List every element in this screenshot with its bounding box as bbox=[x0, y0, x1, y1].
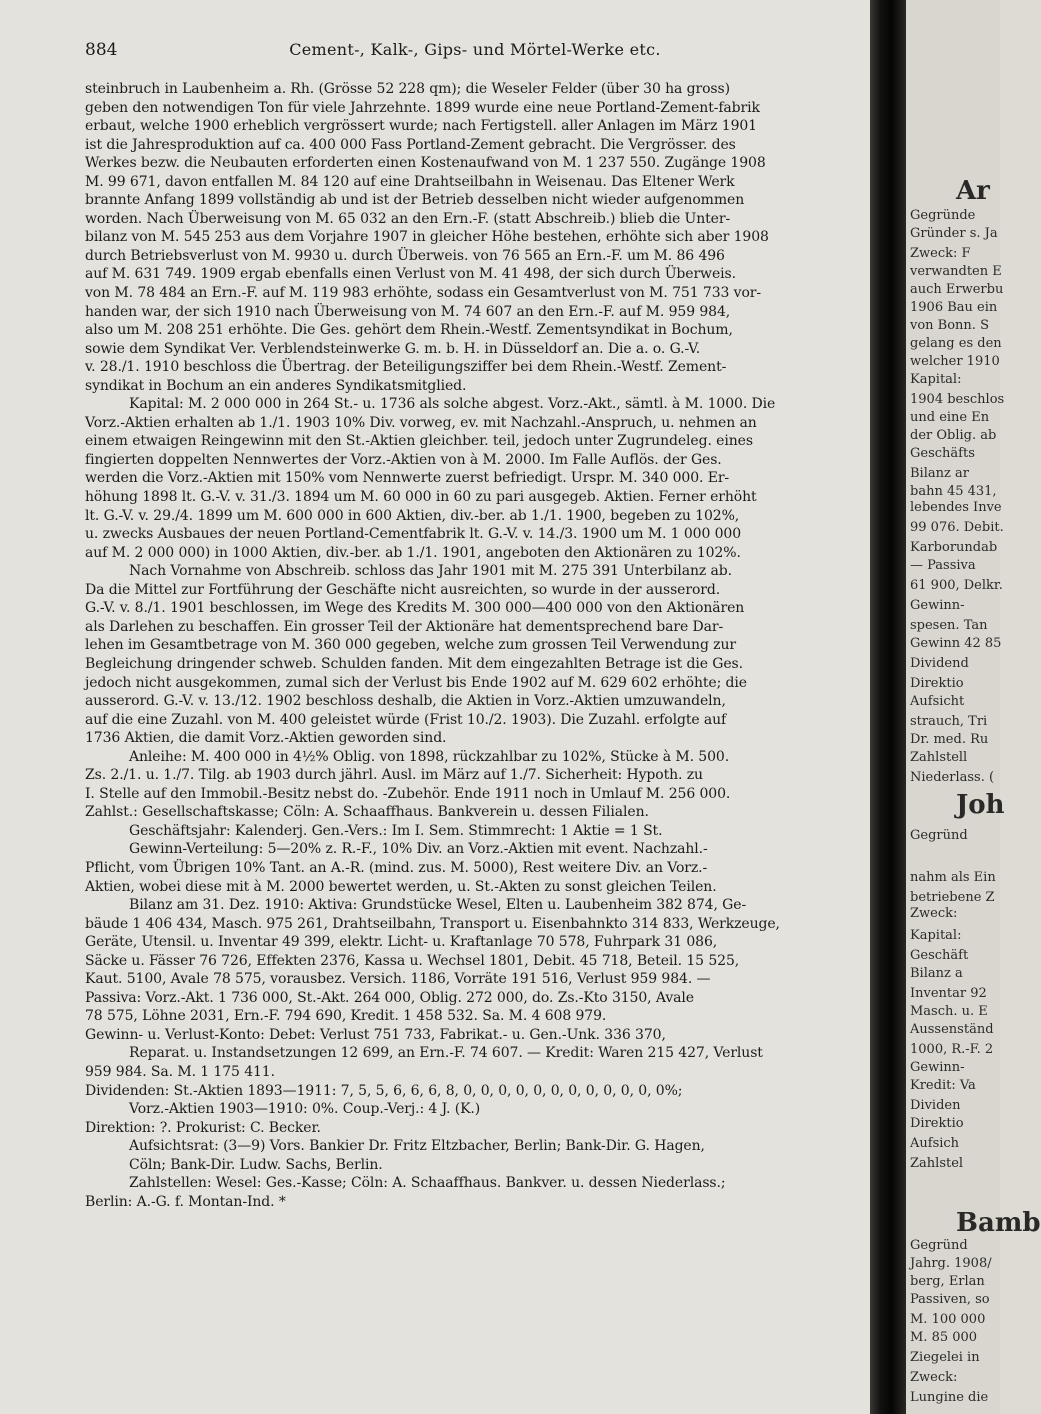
adjacent-page-text: M. 100 000 bbox=[910, 1312, 986, 1327]
adjacent-page-text: strauch, Tri bbox=[910, 714, 988, 729]
adjacent-page-text: welcher 1910 bbox=[910, 354, 1000, 369]
adjacent-page-text: Zahlstel bbox=[910, 1156, 964, 1171]
text-line: Da die Mittel zur Fortführung der Geschäfte nicht ausreichten, so wurde in der ausserord. bbox=[85, 581, 721, 598]
text-line: auf die eine Zuzahl. von M. 400 geleistet würde (Frist 10./2. 1903). Die Zuzahl. erfolgte auf bbox=[85, 711, 727, 728]
text-line: Vorz.-Aktien erhalten ab 1./1. 1903 10% Div. vorweg, ev. mit Nachzahl.-Anspruch, u. nehmen an bbox=[85, 414, 757, 431]
adjacent-page-text: M. 85 000 bbox=[910, 1330, 978, 1345]
text-line: handen war, der sich 1910 nach Überweisung von M. 74 607 an den Ern.-F. auf M. 959 984, bbox=[85, 303, 731, 320]
text-line: v. 28./1. 1910 beschloss die Übertrag. der Beteiligungsziffer bei dem Rhein.-Westf. Zement- bbox=[85, 359, 727, 376]
adjacent-page-text: Zahlstell bbox=[910, 750, 968, 765]
adjacent-page-text: 1904 beschlos bbox=[910, 392, 1005, 407]
adjacent-page-text: Gegründ bbox=[910, 1238, 968, 1253]
text-line: bäude 1 406 434, Masch. 975 261, Drahtseilbahn, Transport u. Eisenbahnkto 314 833, Werkzeuge, bbox=[85, 915, 780, 932]
text-line: G.-V. v. 8./1. 1901 beschlossen, im Wege des Kredits M. 300 000—400 000 von den Aktionären bbox=[85, 600, 745, 617]
text-line: Zahlst.: Gesellschaftskasse; Cöln: A. Schaaffhaus. Bankverein u. dessen Filialen. bbox=[85, 804, 649, 821]
text-line: sowie dem Syndikat Ver. Verblendsteinwerke G. m. b. H. in Düsseldorf an. Die a. o. G.-V. bbox=[85, 340, 701, 357]
text-line: I. Stelle auf den Immobil.-Besitz nebst do. -Zubehör. Ende 1911 noch in Umlauf M. 256 000. bbox=[85, 785, 731, 802]
adjacent-page-text: und eine En bbox=[910, 410, 990, 425]
adjacent-page-text: Direktio bbox=[910, 676, 964, 691]
text-line: Nach Vornahme von Abschreib. schloss das Jahr 1901 mit M. 275 391 Unterbilanz ab. bbox=[129, 563, 732, 580]
adjacent-page-text: Aussenständ bbox=[910, 1022, 994, 1037]
text-line: werden die Vorz.-Aktien mit 150% vom Nennwerte zuerst befriedigt. Urspr. M. 340 000. Er- bbox=[85, 470, 730, 487]
text-line: Berlin: A.-G. f. Montan-Ind. * bbox=[85, 1193, 286, 1210]
text-line: Werkes bezw. die Neubauten erforderten einen Kostenaufwand von M. 1 237 550. Zugänge 1908 bbox=[85, 155, 766, 172]
adjacent-page-text: Gewinn- bbox=[910, 598, 965, 613]
adjacent-page-fragment bbox=[906, 0, 1041, 1414]
page-number: 884 bbox=[85, 40, 118, 60]
text-line: Direktion: ?. Prokurist: C. Becker. bbox=[85, 1119, 321, 1136]
adjacent-page-text: Bilanz ar bbox=[910, 466, 969, 481]
adjacent-page-text: Jahrg. 1908/ bbox=[910, 1256, 992, 1271]
text-line: brannte Anfang 1899 vollständig ab und ist der Betrieb desselben nicht wieder aufgenommen bbox=[85, 192, 745, 209]
adjacent-page-text: Ar bbox=[956, 176, 990, 206]
adjacent-page-text: Geschäfts bbox=[910, 446, 975, 461]
adjacent-page-text: Aufsicht bbox=[910, 694, 965, 709]
adjacent-page-text: 1000, R.-F. 2 bbox=[910, 1042, 994, 1057]
adjacent-page-text: Zweck: bbox=[910, 906, 958, 921]
adjacent-page-text: Joh bbox=[956, 790, 1005, 820]
adjacent-page-text: 1906 Bau ein bbox=[910, 300, 998, 315]
adjacent-page-text: gelang es den bbox=[910, 336, 1002, 351]
adjacent-page-text: Ziegelei in bbox=[910, 1350, 980, 1365]
adjacent-page-text: verwandten E bbox=[910, 264, 1002, 279]
text-line: Cöln; Bank-Dir. Ludw. Sachs, Berlin. bbox=[129, 1156, 383, 1173]
adjacent-page-text: Passiven, so bbox=[910, 1292, 990, 1307]
text-line: u. zwecks Ausbaues der neuen Portland-Cementfabrik lt. G.-V. v. 14./3. 1900 um M. 1 000 000 bbox=[85, 526, 742, 543]
adjacent-page-text: Masch. u. E bbox=[910, 1004, 988, 1019]
text-line: Gewinn-Verteilung: 5—20% z. R.-F., 10% Div. an Vorz.-Aktien mit event. Nachzahl.- bbox=[129, 841, 708, 858]
text-line: Säcke u. Fässer 76 726, Effekten 2376, Kassa u. Wechsel 1801, Debit. 45 718, Beteil. 15 525, bbox=[85, 952, 740, 969]
text-line: ausserord. G.-V. v. 13./12. 1902 beschloss deshalb, die Aktien in Vorz.-Aktien umzuwandeln, bbox=[85, 693, 726, 710]
text-line: auf M. 631 749. 1909 ergab ebenfalls einen Verlust von M. 41 498, der sich durch Überweis. bbox=[85, 266, 736, 283]
text-line: fingierten doppelten Nennwertes der Vorz.-Aktien von à M. 2000. Im Falle Auflös. der Ges. bbox=[85, 451, 722, 468]
text-line: Zahlstellen: Wesel: Ges.-Kasse; Cöln: A. Schaaffhaus. Bankver. u. dessen Niederlass.; bbox=[129, 1175, 726, 1192]
text-line: durch Betriebsverlust von M. 9930 u. durch Überweis. von 76 565 an Ern.-F. um M. 86 496 bbox=[85, 247, 725, 264]
adjacent-page-text: 99 076. Debit. bbox=[910, 520, 1004, 535]
adjacent-page-text: spesen. Tan bbox=[910, 618, 988, 633]
adjacent-page-text: Karborundab bbox=[910, 540, 998, 555]
adjacent-page-text: bahn 45 431, bbox=[910, 484, 997, 499]
adjacent-page-text: Gegründ bbox=[910, 828, 968, 843]
adjacent-page-text: auch Erwerbu bbox=[910, 282, 1004, 297]
text-line: M. 99 671, davon entfallen M. 84 120 auf eine Drahtseilbahn in Weisenau. Das Eltener Werk bbox=[85, 173, 735, 190]
running-title: Cement-, Kalk-, Gips- und Mörtel-Werke etc. bbox=[289, 40, 661, 59]
adjacent-page-text: Dr. med. Ru bbox=[910, 732, 989, 747]
text-line: einem etwaigen Reingewinn mit den St.-Aktien gleichber. teil, jedoch unter Zugrundeleg. eines bbox=[85, 433, 753, 450]
adjacent-page-text: — Passiva bbox=[910, 558, 976, 573]
text-line: bilanz von M. 545 253 aus dem Vorjahre 1907 in gleicher Höhe bestehen, erhöhte sich aber 1908 bbox=[85, 229, 769, 246]
text-line: Zs. 2./1. u. 1./7. Tilg. ab 1903 durch jährl. Ausl. im März auf 1./7. Sicherheit: Hypoth. zu bbox=[85, 767, 703, 784]
text-line: jedoch nicht ausgekommen, zumal sich der Verlust bis Ende 1902 auf M. 629 602 erhöhte; die bbox=[85, 674, 747, 691]
adjacent-page-text: Gewinn 42 85 bbox=[910, 636, 1002, 651]
adjacent-page-text: der Oblig. ab bbox=[910, 428, 997, 443]
text-line: Passiva: Vorz.-Akt. 1 736 000, St.-Akt. 264 000, Oblig. 272 000, do. Zs.-Kto 3150, Avale bbox=[85, 989, 694, 1006]
adjacent-page-text: Niederlass. ( bbox=[910, 770, 995, 785]
adjacent-page-text: Kapital: bbox=[910, 928, 962, 943]
text-line: Reparat. u. Instandsetzungen 12 699, an Ern.-F. 74 607. — Kredit: Waren 215 427, Verlust bbox=[129, 1045, 763, 1062]
adjacent-page-text: Gewinn- bbox=[910, 1060, 965, 1075]
adjacent-page-text: von Bonn. S bbox=[910, 318, 989, 333]
adjacent-page-text: nahm als Ein bbox=[910, 870, 996, 885]
text-line: Begleichung dringender schweb. Schulden fanden. Mit dem eingezahlten Betrage ist die Ges. bbox=[85, 655, 743, 672]
book-gutter bbox=[870, 0, 906, 1414]
text-line: Dividenden: St.-Aktien 1893—1911: 7, 5, 5, 6, 6, 6, 8, 0, 0, 0, 0, 0, 0, 0, 0, 0, 0, 0, 0%; bbox=[85, 1082, 683, 1099]
adjacent-page-text: Zweck: bbox=[910, 1370, 958, 1385]
adjacent-page-text: berg, Erlan bbox=[910, 1274, 985, 1289]
text-line: auf M. 2 000 000) in 1000 Aktien, div.-ber. ab 1./1. 1901, angeboten den Aktionären zu 102%. bbox=[85, 544, 741, 561]
adjacent-page-text: Dividen bbox=[910, 1098, 961, 1113]
adjacent-page-text: Bilanz a bbox=[910, 966, 963, 981]
adjacent-page-text: Bamb bbox=[956, 1208, 1041, 1238]
text-line: Vorz.-Aktien 1903—1910: 0%. Coup.-Verj.: 4 J. (K.) bbox=[129, 1101, 481, 1118]
text-line: Kaut. 5100, Avale 78 575, vorausbez. Versich. 1186, Vorräte 191 516, Verlust 959 984. — bbox=[85, 971, 711, 988]
text-line: erbaut, welche 1900 erheblich vergrössert wurde; nach Fertigstell. aller Anlagen im März 1901 bbox=[85, 118, 757, 135]
text-line: 78 575, Löhne 2031, Ern.-F. 794 690, Kredit. 1 458 532. Sa. M. 4 608 979. bbox=[85, 1008, 607, 1025]
text-line: Bilanz am 31. Dez. 1910: Aktiva: Grundstücke Wesel, Elten u. Laubenheim 382 874, Ge- bbox=[129, 897, 747, 914]
text-line: worden. Nach Überweisung von M. 65 032 an den Ern.-F. (statt Abschreib.) blieb die Unter- bbox=[85, 210, 731, 227]
text-line: syndikat in Bochum an ein anderes Syndikatsmitglied. bbox=[85, 377, 467, 394]
adjacent-page-text: Dividend bbox=[910, 656, 969, 671]
text-line: als Darlehen zu beschaffen. Ein grosser Teil der Aktionäre hat dementsprechend bare Dar- bbox=[85, 618, 724, 635]
adjacent-page-text: Kredit: Va bbox=[910, 1078, 976, 1093]
adjacent-page-text: lebendes Inve bbox=[910, 500, 1002, 515]
text-line: lt. G.-V. v. 29./4. 1899 um M. 600 000 in 600 Aktien, div.-ber. ab 1./1. 1900, begeben zu 102%, bbox=[85, 507, 740, 524]
text-line: also um M. 208 251 erhöhte. Die Ges. gehört dem Rhein.-Westf. Zementsyndikat in Bochum, bbox=[85, 322, 733, 339]
adjacent-page-text: Direktio bbox=[910, 1116, 964, 1131]
text-line: ist die Jahresproduktion auf ca. 400 000 Fass Portland-Zement gebracht. Die Vergrösser. des bbox=[85, 136, 736, 153]
text-line: Pflicht, vom Übrigen 10% Tant. an A.-R. (mind. zus. M. 5000), Rest weitere Div. an Vorz.- bbox=[85, 859, 708, 876]
adjacent-page-text: 61 900, Delkr. bbox=[910, 578, 1003, 593]
text-line: höhung 1898 lt. G.-V. v. 31./3. 1894 um M. 60 000 in 60 zu pari ausgegeb. Aktien. Ferner erhöht bbox=[85, 489, 757, 506]
text-line: von M. 78 484 an Ern.-F. auf M. 119 983 erhöhte, sodass ein Gesamtverlust von M. 751 733 vor- bbox=[85, 285, 762, 302]
text-line: 959 984. Sa. M. 1 175 411. bbox=[85, 1063, 275, 1080]
body-text bbox=[85, 80, 870, 1211]
text-line: Kapital: M. 2 000 000 in 264 St.- u. 1736 als solche abgest. Vorz.-Akt., sämtl. à M. 1000. Die bbox=[129, 396, 776, 413]
text-line: steinbruch in Laubenheim a. Rh. (Grösse 52 228 qm); die Weseler Felder (über 30 ha gross) bbox=[85, 81, 730, 97]
adjacent-page-text: Geschäft bbox=[910, 948, 969, 963]
adjacent-page-text: Zweck: F bbox=[910, 246, 971, 261]
text-line: Aktien, wobei diese mit à M. 2000 bewertet werden, u. St.-Akten zu sonst gleichen Teilen. bbox=[85, 878, 717, 895]
adjacent-page-text: betriebene Z bbox=[910, 890, 995, 905]
adjacent-page-text: Gründer s. Ja bbox=[910, 226, 998, 241]
adjacent-page-text: Aufsich bbox=[910, 1136, 960, 1151]
text-line: Geschäftsjahr: Kalenderj. Gen.-Vers.: Im I. Sem. Stimmrecht: 1 Aktie = 1 St. bbox=[129, 822, 663, 839]
adjacent-page-text: Kapital: bbox=[910, 372, 962, 387]
text-line: Aufsichtsrat: (3—9) Vors. Bankier Dr. Fritz Eltzbacher, Berlin; Bank-Dir. G. Hagen, bbox=[129, 1138, 705, 1155]
adjacent-page-text: Inventar 92 bbox=[910, 986, 987, 1001]
text-line: 1736 Aktien, die damit Vorz.-Aktien geworden sind. bbox=[85, 730, 447, 747]
text-line: geben den notwendigen Ton für viele Jahrzehnte. 1899 wurde eine neue Portland-Zement-fabrik bbox=[85, 99, 760, 116]
running-header bbox=[85, 40, 865, 64]
adjacent-page-text: Gegründe bbox=[910, 208, 976, 223]
text-line: lehen im Gesamtbetrage von M. 360 000 gegeben, welche zum grossen Teil Verwendung zur bbox=[85, 637, 736, 654]
text-line: Geräte, Utensil. u. Inventar 49 399, elektr. Licht- u. Kraftanlage 70 578, Fuhrpark 31 086, bbox=[85, 934, 718, 951]
text-line: Anleihe: M. 400 000 in 4½% Oblig. von 1898, rückzahlbar zu 102%, Stücke à M. 500. bbox=[129, 748, 730, 765]
text-line: Gewinn- u. Verlust-Konto: Debet: Verlust 751 733, Fabrikat.- u. Gen.-Unk. 336 370, bbox=[85, 1026, 666, 1043]
adjacent-page-text: Lungine die bbox=[910, 1390, 989, 1405]
